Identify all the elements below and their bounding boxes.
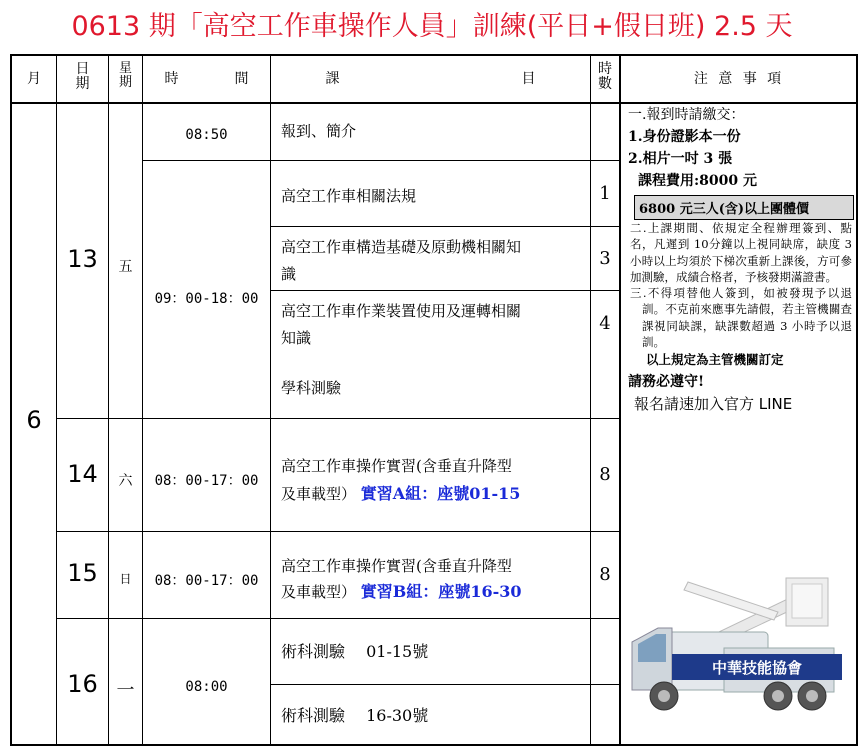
course-practice-a-line2 xyxy=(281,480,520,508)
course-checkin: 報到、簡介 xyxy=(281,122,357,140)
logo-text: 中華技能協會 xyxy=(711,659,803,677)
hours-practice-b: 8 xyxy=(599,564,611,585)
header-time: 時 間 xyxy=(164,71,249,87)
rule-attendance: 二.上課期間、依規定全程辦理簽到、點名，凡遲到 10分鐘以上視同缺席，缺度 3 小時以上均須於下梯次重新上課後，方可參加測驗，成績合格者，予核發期滿證書。 xyxy=(630,221,852,284)
row-divider xyxy=(142,160,620,161)
time-13: 09：00-18：00 xyxy=(154,291,259,307)
aerial-truck-illustration xyxy=(628,572,848,722)
notes-panel xyxy=(624,104,856,415)
header-hours: 時 數 xyxy=(598,61,612,92)
header-month: 月 xyxy=(27,71,41,87)
col-divider xyxy=(56,55,57,745)
rule-authority: 以上規定為主管機關訂定 xyxy=(646,352,784,368)
weekday-16: 一 xyxy=(116,680,135,701)
course-practice-b-line2 xyxy=(281,578,522,606)
row-divider xyxy=(57,418,620,419)
course-fee: 課程費用:8000 元 xyxy=(638,173,758,189)
col-divider xyxy=(270,55,271,745)
col-divider xyxy=(590,55,591,745)
course-practice-b-text: 及車載型） xyxy=(281,583,357,601)
hours-operation: 4 xyxy=(599,313,611,334)
course-practice-a-text: 及車載型） xyxy=(281,485,357,503)
row-divider xyxy=(270,684,620,685)
practice-group-a: 實習A組：座號01-15 xyxy=(360,484,521,503)
course-structure-line1: 高空工作車構造基礎及原動機相關知 xyxy=(281,238,522,256)
col-divider xyxy=(142,55,143,745)
time-0850: 08:50 xyxy=(185,127,228,143)
course-operation-line1: 高空工作車作業裝置使用及運轉相關 xyxy=(281,302,522,320)
col-divider xyxy=(108,55,109,745)
date-14: 14 xyxy=(67,460,98,488)
date-16: 16 xyxy=(67,670,98,698)
practice-group-b: 實習B組：座號16-30 xyxy=(360,582,522,601)
course-practical-exam-2: 術科測驗 16-30號 xyxy=(281,706,429,725)
hours-regulations: 1 xyxy=(599,183,611,204)
weekday-15: 日 xyxy=(119,572,132,586)
date-15: 15 xyxy=(67,559,98,587)
row-divider xyxy=(57,531,620,532)
notes-photos: 2.相片一吋 3 張 xyxy=(628,151,733,167)
weekday-13: 五 xyxy=(118,259,133,275)
page-title: 0613 期「高空工作車操作人員」訓練(平日+假日班) 2.5 天 xyxy=(71,11,793,42)
header-course: 課 目 xyxy=(325,71,536,87)
weekday-14: 六 xyxy=(118,473,133,489)
header-notes: 注 意 事 項 xyxy=(693,71,785,87)
comply-note: 請務必遵守! xyxy=(628,373,705,390)
date-13: 13 xyxy=(67,245,98,273)
row-divider xyxy=(270,290,620,291)
header-weekday: 星 期 xyxy=(118,61,132,90)
time-15: 08：00-17：00 xyxy=(154,573,259,589)
rule-substitution: 三.不得項替他人簽到，如被發現予以退訓。不克前來應事先請假，若主管機關查課視同缺課，缺課數超過 3 小時予以退訓。 xyxy=(630,286,852,350)
course-practical-exam-1: 術科測驗 01-15號 xyxy=(281,642,429,661)
course-practice-a-line1: 高空工作車操作實習(含垂直升降型 xyxy=(281,457,512,475)
group-price-badge: 6800 元三人(含)以上團體價 xyxy=(634,195,854,220)
course-practice-b-line1: 高空工作車操作實習(含垂直升降型 xyxy=(281,557,512,575)
row-divider xyxy=(270,226,620,227)
course-written-exam: 學科測驗 xyxy=(281,379,342,397)
course-structure-line2: 識 xyxy=(281,265,297,283)
course-operation-line2: 知識 xyxy=(281,329,312,347)
header-date: 日 期 xyxy=(75,61,90,92)
notes-id-copy: 1.身份證影本一份 xyxy=(628,129,741,145)
notes-line1: 一.報到時請繳交： xyxy=(628,107,745,123)
month-value: 6 xyxy=(26,406,42,434)
course-regulations: 高空工作車相關法規 xyxy=(281,187,417,205)
hours-practice-a: 8 xyxy=(599,464,611,485)
line-join-note: 報名請速加入官方 LINE xyxy=(634,394,793,413)
col-divider xyxy=(619,55,621,745)
hours-structure: 3 xyxy=(599,248,611,269)
row-divider xyxy=(57,618,620,619)
time-16: 08:00 xyxy=(185,679,228,695)
time-14: 08：00-17：00 xyxy=(154,473,259,489)
